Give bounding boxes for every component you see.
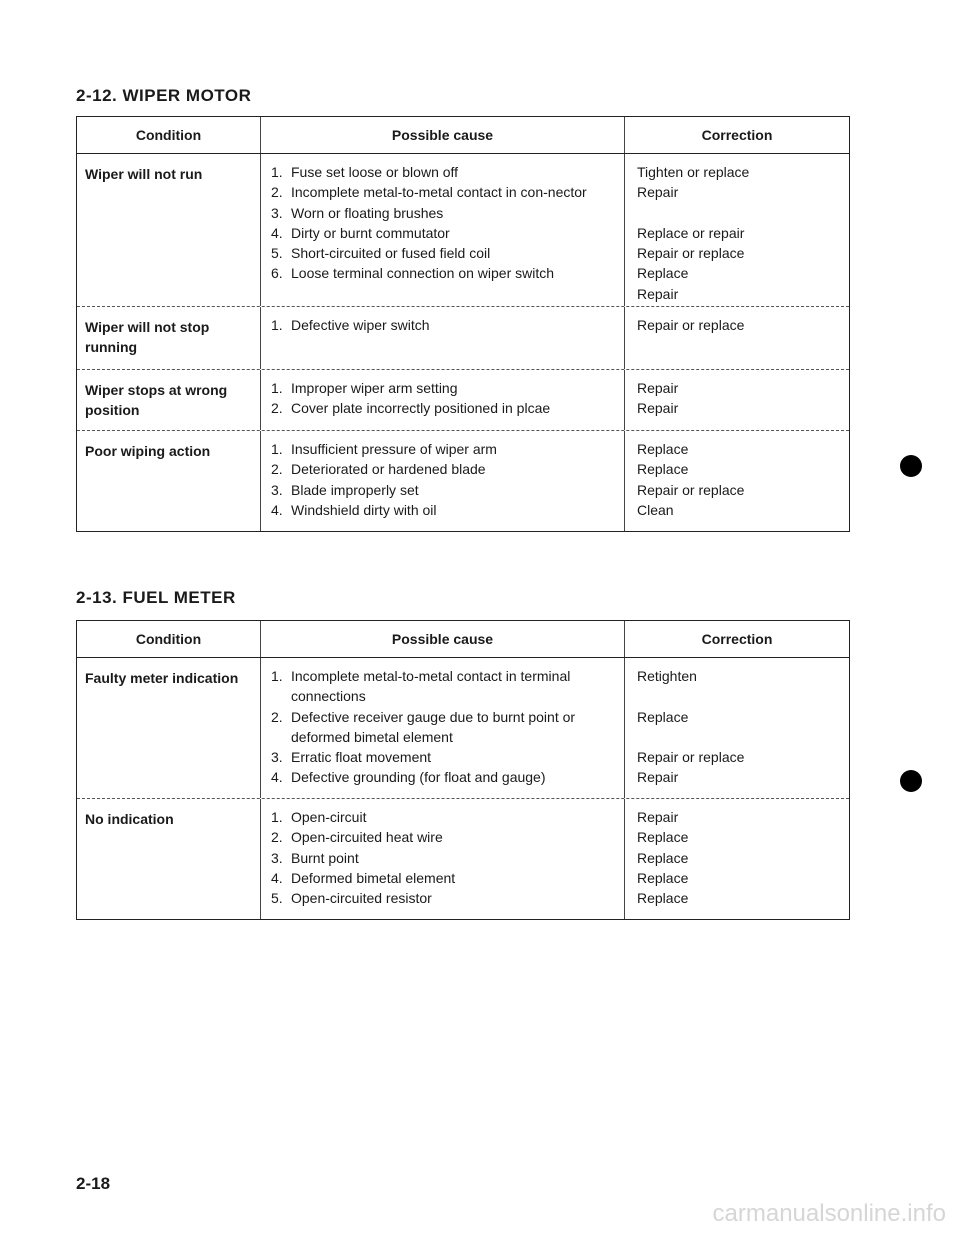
cause-item: 4. Windshield dirty with oil: [271, 501, 437, 518]
fuel-meter-table: [76, 620, 850, 920]
cause-item: 1. Incomplete metal-to-metal contact in terminal connections: [271, 668, 571, 705]
cause-item: 5. Open-circuited resistor: [271, 890, 432, 907]
cause-item: 2. Incomplete metal-to-metal contact in con-nector: [271, 184, 587, 201]
cause-item: 3. Burnt point: [271, 849, 359, 866]
condition-cell: Poor wiping action: [85, 443, 211, 459]
correction-item: Repair: [637, 809, 679, 825]
punch-hole-lower: [900, 770, 922, 792]
correction-item: Replace: [637, 441, 689, 457]
cause-cell: [260, 658, 624, 798]
cause-item: 2. Open-circuited heat wire: [271, 829, 443, 846]
cause-cell: [260, 431, 624, 531]
correction-item: Repair: [637, 380, 679, 396]
cause-cell: [260, 154, 624, 306]
correction-item: [637, 686, 841, 706]
correction-item: Replace: [637, 265, 689, 282]
correction-cell: [624, 154, 849, 306]
cause-item: 3. Worn or floating brushes: [271, 204, 444, 221]
cause-item: 2. Deteriorated or hardened blade: [271, 461, 486, 478]
condition-cell: Wiper stops at wrong position: [85, 382, 228, 418]
correction-item: Replace: [637, 461, 689, 478]
table-row: [77, 658, 849, 798]
correction-item: Repair: [637, 400, 679, 417]
correction-item: Repair or replace: [637, 317, 745, 333]
header-correction: Correction: [624, 117, 849, 153]
correction-item: Repair: [637, 769, 679, 786]
watermark: carmanualsonline.info: [712, 1200, 946, 1227]
cause-item: 2. Defective receiver gauge due to burnt point or deformed bimetal element: [271, 708, 576, 745]
correction-item: Retighten: [637, 668, 697, 684]
correction-item: [637, 727, 841, 747]
table-row: [77, 369, 849, 430]
correction-item: Replace: [637, 708, 689, 725]
cause-item: 1. Open-circuit: [271, 809, 367, 825]
correction-item: Replace: [637, 869, 689, 886]
cause-item: 3. Blade improperly set: [271, 481, 419, 498]
cause-cell: [260, 307, 624, 369]
cause-item: 4. Deformed bimetal element: [271, 869, 456, 886]
wiper-motor-table: [76, 116, 850, 532]
correction-item: Replace: [637, 829, 689, 846]
header-condition: Condition: [135, 631, 202, 647]
table-row: [77, 306, 849, 369]
correction-item: [637, 203, 841, 223]
header-possible-cause: Possible cause: [260, 621, 624, 657]
cause-item: 1. Improper wiper arm setting: [271, 380, 458, 396]
cause-item: 1. Fuse set loose or blown off: [271, 164, 459, 180]
correction-item: Replace or repair: [637, 224, 745, 241]
correction-item: Clean: [637, 501, 674, 518]
condition-cell: Faulty meter indication: [85, 670, 239, 686]
cause-item: 5. Short-circuited or fused field coil: [271, 245, 491, 262]
condition-cell: No indication: [85, 811, 174, 827]
cause-cell: [260, 799, 624, 919]
cause-item: 3. Erratic float movement: [271, 749, 432, 766]
cause-cell: [260, 370, 624, 430]
cause-item: 1. Defective wiper switch: [271, 317, 430, 333]
header-possible-cause: Possible cause: [260, 117, 624, 153]
correction-item: Tighten or replace: [637, 164, 750, 180]
section-title-fuel-meter: 2-13. FUEL METER: [76, 588, 236, 607]
correction-item: Repair or replace: [637, 749, 745, 766]
cause-item: 6. Loose terminal connection on wiper switch: [271, 265, 555, 282]
table-header: [77, 621, 849, 658]
correction-cell: [624, 658, 849, 798]
condition-cell: Wiper will not stop running: [85, 319, 210, 355]
cause-item: 4. Dirty or burnt commutator: [271, 224, 450, 241]
correction-item: Repair or replace: [637, 245, 745, 262]
table-row: [77, 798, 849, 919]
condition-cell: Wiper will not run: [85, 166, 203, 182]
correction-item: Repair: [637, 285, 679, 302]
table-row: [77, 154, 849, 306]
correction-item: Replace: [637, 849, 689, 866]
cause-item: 2. Cover plate incorrectly positioned in plcae: [271, 400, 551, 417]
punch-hole-upper: [900, 455, 922, 477]
correction-cell: [624, 370, 849, 430]
correction-cell: [624, 799, 849, 919]
cause-item: 1. Insufficient pressure of wiper arm: [271, 441, 497, 457]
correction-item: Replace: [637, 890, 689, 907]
correction-cell: [624, 431, 849, 531]
correction-item: Repair: [637, 184, 679, 201]
correction-cell: [624, 307, 849, 369]
correction-item: Repair or replace: [637, 481, 745, 498]
cause-item: 4. Defective grounding (for float and gauge): [271, 769, 546, 786]
header-condition: Condition: [135, 127, 202, 143]
table-row: [77, 430, 849, 531]
table-header: [77, 117, 849, 154]
header-correction: Correction: [624, 621, 849, 657]
page-number: 2-18: [76, 1174, 111, 1193]
section-title-wiper-motor: 2-12. WIPER MOTOR: [76, 86, 252, 105]
